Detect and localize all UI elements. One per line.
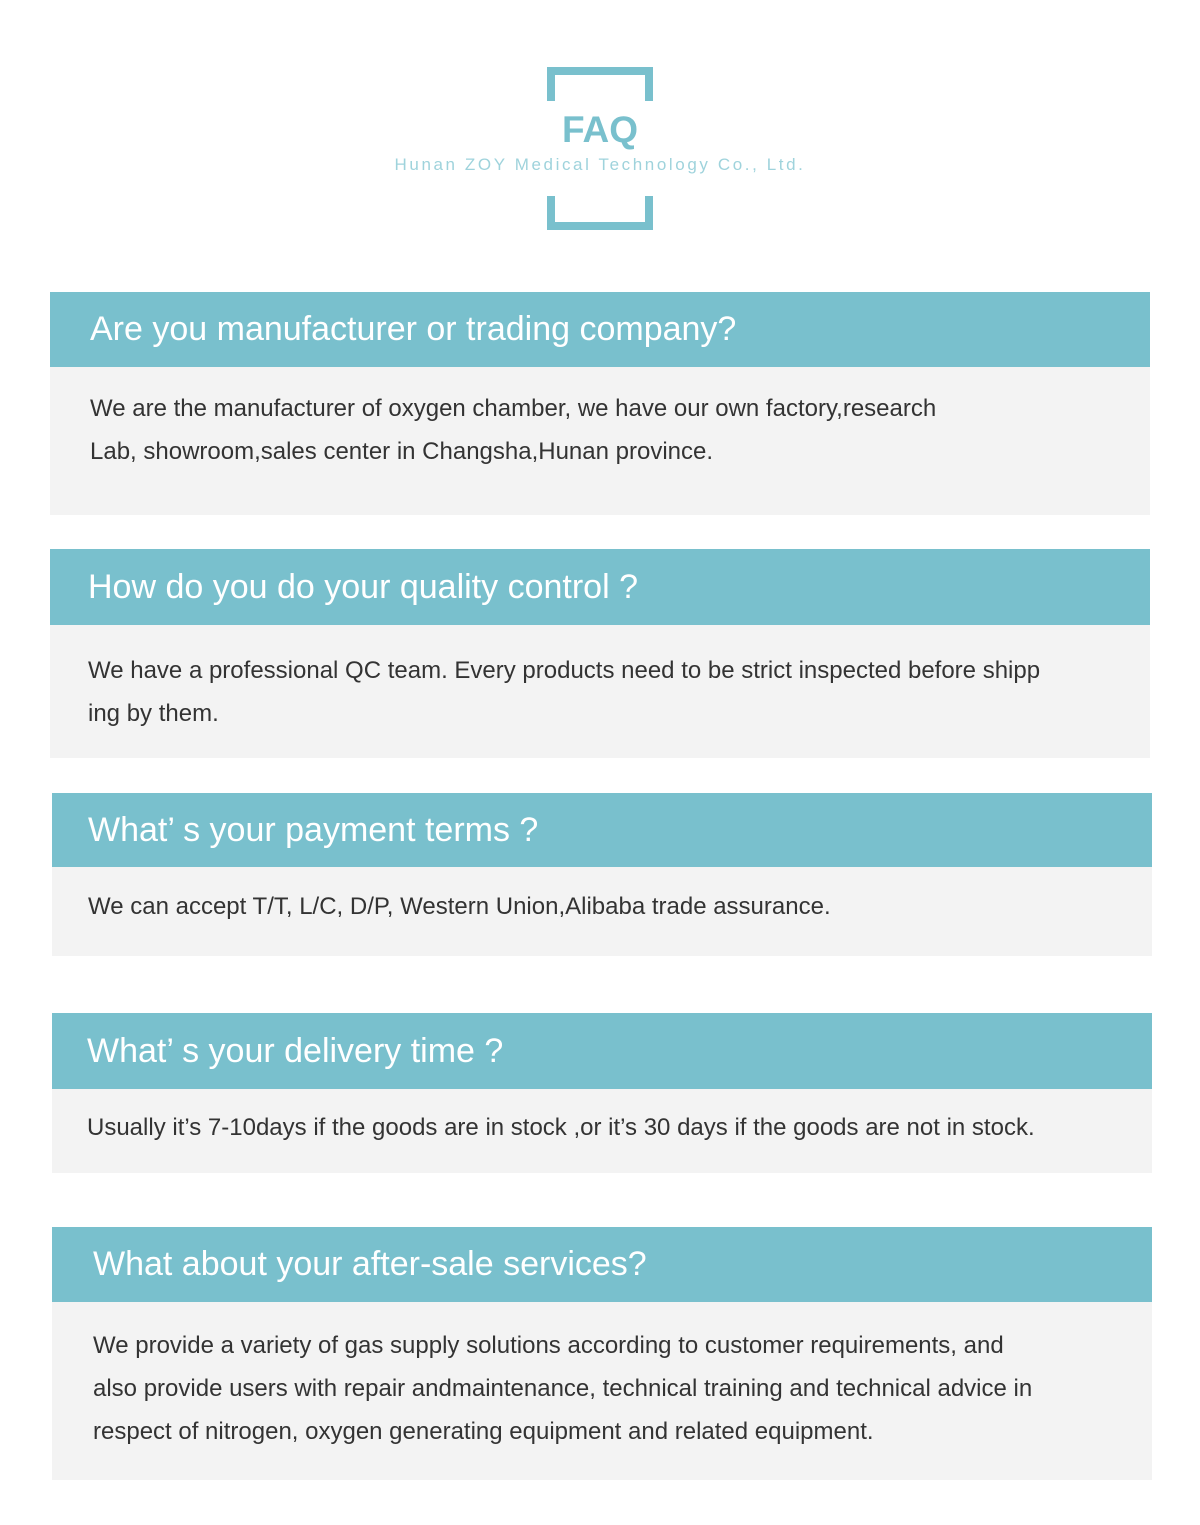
faq-question: What about your after-sale services?: [52, 1227, 1152, 1302]
faq-item-manufacturer: [50, 292, 1150, 515]
faq-answer: [52, 867, 1152, 956]
faq-title: FAQ: [561, 109, 639, 150]
faq-answer-line: Lab, showroom,sales center in Changsha,Hunan province.: [90, 438, 714, 465]
faq-item-after-sale: [52, 1227, 1152, 1480]
faq-answer-line: We provide a variety of gas supply solutions according to customer requirements, and: [93, 1332, 1004, 1359]
faq-answer: [52, 1302, 1152, 1480]
faq-answer-line: Usually it’s 7-10days if the goods are in stock ,or it’s 30 days if the goods are not in stock.: [87, 1114, 1035, 1141]
faq-item-quality-control: [50, 549, 1150, 758]
bracket-bottom-decoration: [547, 196, 653, 230]
faq-answer-line: We have a professional QC team. Every products need to be strict inspected before shipp: [88, 657, 1041, 684]
faq-answer-line: also provide users with repair andmaintenance, technical training and technical advice in: [93, 1375, 1033, 1402]
bracket-top-decoration: [547, 67, 653, 101]
faq-question: How do you do your quality control ?: [50, 549, 1150, 625]
faq-answer-line: We can accept T/T, L/C, D/P, Western Union,Alibaba trade assurance.: [88, 893, 831, 920]
faq-question: What’ s your payment terms ?: [52, 793, 1152, 867]
faq-question: What’ s your delivery time ?: [52, 1013, 1152, 1089]
faq-answer: [50, 367, 1150, 515]
faq-item-delivery-time: [52, 1013, 1152, 1173]
faq-question: Are you manufacturer or trading company?: [50, 292, 1150, 367]
faq-header: [0, 0, 1200, 240]
faq-answer-line: We are the manufacturer of oxygen chamber, we have our own factory,research: [90, 395, 937, 422]
faq-answer: [52, 1089, 1152, 1173]
faq-answer-line: respect of nitrogen, oxygen generating equipment and related equipment.: [93, 1418, 874, 1445]
faq-item-payment-terms: [52, 793, 1152, 956]
faq-answer: [50, 625, 1150, 758]
faq-answer-line: ing by them.: [88, 700, 219, 727]
company-name: Hunan ZOY Medical Technology Co., Ltd.: [394, 155, 806, 174]
